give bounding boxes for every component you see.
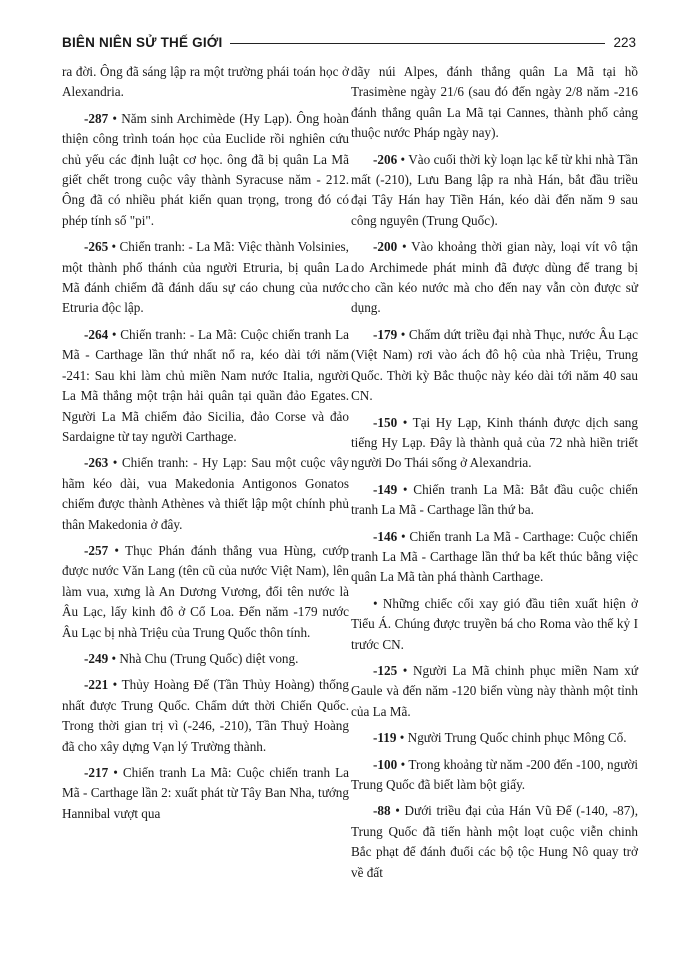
chronicle-entry	[351, 755, 638, 796]
page-number: 223	[613, 34, 636, 50]
entry-text: Vào cuối thời kỳ loạn lạc kể từ khi nhà Tần mất (-210), Lưu Bang lập ra nhà Hán, bắt đầu triều đại Tây Hán hay Tiền Hán, kéo dài đến năm 9 sau công nguyên (Trung Quốc).	[351, 151, 638, 228]
entry-text: Chiến tranh: - Hy Lạp: Sau một cuộc vây hãm kéo dài, vua Makedonia Antigonos Gonatos chiếm được thành Athènes và thiết lập một chính phủ thân Makedonia ở đây.	[62, 455, 349, 532]
bullet-icon: •	[397, 756, 409, 772]
entry-year: -217	[84, 765, 109, 780]
entry-year: -206	[373, 151, 398, 167]
entry-year: -119	[373, 730, 397, 746]
chronicle-entry	[62, 763, 349, 824]
entry-year: -257	[84, 542, 109, 558]
entry-text: Chiến tranh La Mã - Carthage: Cuộc chiến tranh La Mã - Carthage lần thứ ba kết thúc bằng việc quân La Mã tàn phá thành Carthage.	[351, 528, 638, 585]
entry-text: Dưới triều đại của Hán Vũ Đế (-140, -87), Trung Quốc đã tiến hành một loạt cuộc viễn chinh Bắc phạt để đánh đuổi các bộ tộc Hung Nô quay trở về đất	[351, 803, 638, 880]
chronicle-entry	[351, 527, 638, 588]
entry-text: dãy núi Alpes, đánh thắng quân La Mã tại hồ Trasimène ngày 21/6 (sau đó đến ngày 2/8 năm -216 đánh thắng quân La Mã tại Cannes, thành phố cảng thuộc nước Pháp ngày nay).	[351, 64, 638, 141]
entry-text: Chiến tranh: - La Mã: Việc thành Volsinies, một thành phố thánh của người Etruria, bị quân La Mã đánh chiếm đã đánh dấu sự cáo chung của nước Etruria độc lập.	[62, 239, 349, 316]
bullet-icon: •	[108, 677, 122, 693]
chronicle-entry	[351, 801, 638, 883]
header-rule	[230, 43, 605, 44]
right-column	[351, 62, 638, 889]
entry-text: Những chiếc cối xay gió đầu tiên xuất hiện ở Tiểu Á. Chúng được truyền bá cho Roma vào thế kỷ I trước CN.	[351, 595, 638, 652]
entry-year: -264	[84, 326, 109, 342]
entry-year: -200	[373, 239, 398, 255]
entry-year: -125	[373, 662, 398, 678]
bullet-icon: •	[108, 542, 126, 558]
chronicle-entry	[62, 453, 349, 535]
bullet-icon: •	[373, 595, 383, 611]
bullet-icon: •	[396, 730, 408, 746]
chronicle-entry	[351, 661, 638, 722]
chronicle-entry	[351, 237, 638, 319]
entry-year: -221	[84, 677, 109, 693]
chronicle-entry	[351, 413, 638, 474]
bullet-icon: •	[397, 662, 413, 678]
entry-year: -146	[373, 528, 398, 544]
entry-year: -287	[84, 110, 109, 126]
bullet-icon: •	[108, 765, 123, 780]
entry-text: Năm sinh Archimède (Hy Lạp). Ông hoàn thiện công trình toán học của Euclide rồi nghiên cứu chủ yếu các định luật cơ học. ông đã bị quân La Mã giết chết trong cuộc vây thành Syracuse năm - 212. Ông đã có nhiều phát kiến quan trọng, trong đó có phép tính số "pi".	[62, 110, 349, 228]
chronicle-entry	[62, 649, 349, 669]
entry-year: -263	[84, 455, 109, 471]
entry-text: Chiến tranh: - La Mã: Cuộc chiến tranh La Mã - Carthage lần thứ nhất nổ ra, kéo dài tới năm -241: Sau khi làm chủ miền Nam nước Italia, người La Mã thắng một trận hải quân tại quần đảo Egates. Người La Mã chiếm đảo Sicilia, đảo Corse và đảo Sardaigne từ tay người Carthage.	[62, 326, 349, 444]
chronicle-entry	[351, 480, 638, 521]
entry-year: -100	[373, 756, 398, 772]
running-header	[62, 30, 636, 54]
left-column	[62, 62, 349, 889]
entry-year: -249	[84, 650, 109, 666]
bullet-icon: •	[390, 803, 405, 819]
bullet-icon: •	[397, 481, 414, 497]
entry-year: -265	[84, 239, 109, 255]
bullet-icon: •	[108, 110, 122, 126]
chronicle-entry	[351, 325, 638, 407]
bullet-icon: •	[397, 151, 409, 167]
entry-year: -179	[373, 326, 398, 342]
entry-text: Chấm dứt triều đại nhà Thục, nước Âu Lạc (Việt Nam) rơi vào ách đô hộ của nhà Triệu, Trung Quốc. Thời kỳ Bắc thuộc này kéo dài tới năm 40 sau CN.	[351, 326, 639, 404]
entry-text: Vào khoảng thời gian này, loại vít vô tận do Archimede phát minh đã được dùng để trang bị cho cần kéo nước mà cho đến nay vẫn còn được sử dụng.	[351, 239, 638, 316]
bullet-icon: •	[397, 239, 412, 255]
entry-text: Tại Hy Lạp, Kinh thánh được dịch sang tiếng Hy Lạp. Đây là thành quả của 72 nhà hiền triết người Do Thái sống ở Alexandria.	[351, 414, 638, 471]
bullet-icon: •	[108, 455, 122, 471]
chronicle-entry	[62, 675, 349, 757]
entry-year: -88	[373, 803, 391, 819]
chronicle-entry	[62, 62, 349, 103]
entry-text: Chiến tranh La Mã: Cuộc chiến tranh La Mã - Carthage lần 2: xuất phát từ Tây Ban Nha, tướng Hannibal vượt qua	[62, 765, 349, 821]
entry-text: Thủy Hoàng Đế (Tần Thủy Hoàng) thống nhất được Trung Quốc. Chấm dứt thời Chiến Quốc. Trong thời gian trị vì (-246, -210), Tần Thuỷ Hoàng đã cho xây dựng Vạn lý Trường thành.	[62, 677, 349, 754]
entry-text: Người Trung Quốc chinh phục Mông Cổ.	[407, 730, 627, 746]
bullet-icon: •	[108, 326, 121, 342]
bullet-icon: •	[108, 650, 120, 666]
bullet-icon: •	[397, 326, 409, 342]
chronicle-entry	[351, 150, 638, 232]
entry-text: Chiến tranh La Mã: Bắt đầu cuộc chiến tranh La Mã - Carthage lần thứ ba.	[351, 481, 638, 518]
entry-text: Thục Phán đánh thắng vua Hùng, cướp được nước Văn Lang (tên cũ của nước Việt Nam), lên làm vua, xưng là An Dương Vương, đổi tên nước là Âu Lạc, lấy kinh đô ở Cổ Loa. Đến năm -179 nước Âu Lạc bị nhà Triệu của Trung Quốc thôn tính.	[62, 542, 349, 640]
chronicle-entry	[62, 325, 349, 447]
chronicle-entry	[62, 109, 349, 231]
chronicle-entry	[62, 541, 349, 643]
chronicle-entry	[62, 237, 349, 319]
chronicle-entry	[351, 594, 638, 655]
bullet-icon: •	[108, 239, 120, 255]
entry-year: -149	[373, 481, 398, 497]
chronicle-entry	[351, 728, 638, 748]
entry-text: ra đời. Ông đã sáng lập ra một trường phái toán học ở Alexandria.	[62, 64, 349, 100]
bullet-icon: •	[397, 414, 413, 430]
chronicle-entry	[351, 62, 638, 144]
entry-text: Người La Mã chinh phục miền Nam xứ Gaule và đến năm -120 biến vùng này thành một tỉnh của La Mã.	[351, 662, 638, 719]
book-title: BIÊN NIÊN SỬ THẾ GIỚI	[62, 34, 223, 50]
entry-year: -150	[373, 414, 398, 430]
text-columns	[62, 62, 638, 889]
entry-text: Trong khoảng từ năm -200 đến -100, người Trung Quốc đã biết làm bột giấy.	[351, 756, 638, 792]
entry-text: Nhà Chu (Trung Quốc) diệt vong.	[119, 650, 299, 666]
bullet-icon: •	[397, 528, 410, 544]
